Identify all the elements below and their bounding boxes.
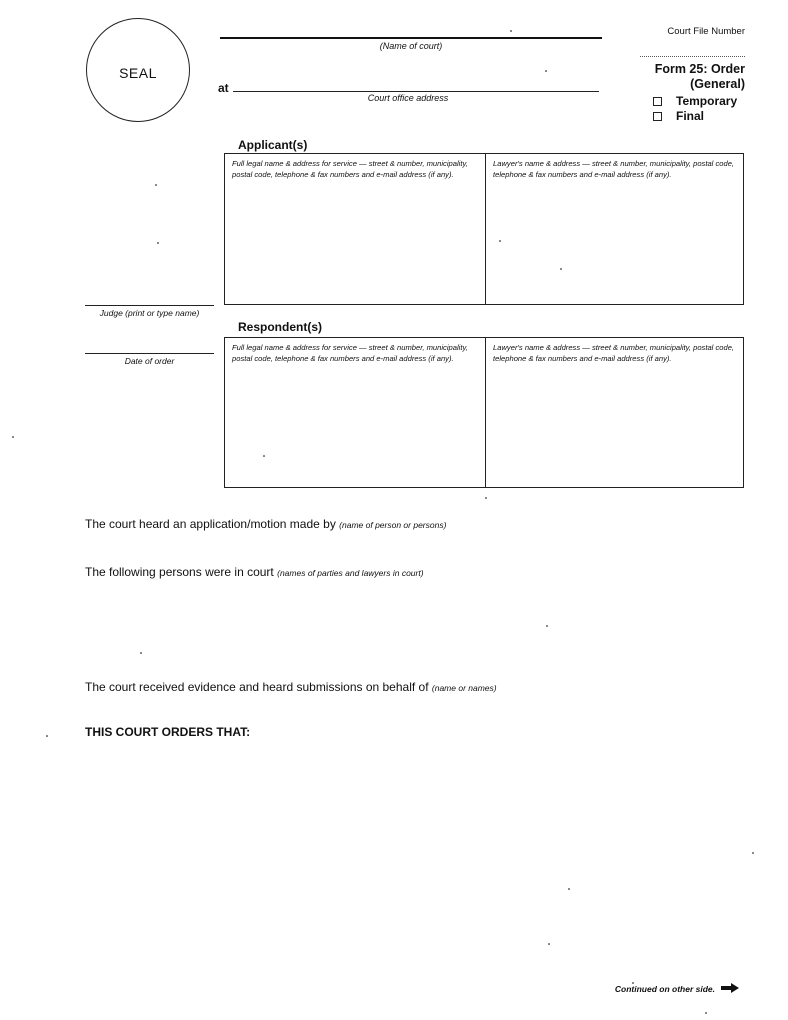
applicants-box: [224, 153, 744, 305]
scan-speck: [140, 652, 142, 654]
scan-speck: [485, 497, 487, 499]
heard-application-line: [85, 517, 446, 531]
scan-speck: [12, 436, 14, 438]
scan-speck: [263, 455, 265, 457]
applicant-address-field[interactable]: [225, 154, 486, 304]
applicants-title: Applicant(s): [238, 138, 308, 152]
respondents-title: Respondent(s): [238, 320, 322, 334]
court-file-number-line[interactable]: [640, 56, 745, 57]
scan-speck: [499, 240, 501, 242]
form-title: [590, 62, 745, 92]
scan-speck: [545, 70, 547, 72]
judge-name-caption: Judge (print or type name): [99, 308, 200, 318]
right-arrow-icon: [720, 982, 740, 994]
scan-speck: [568, 888, 570, 890]
evidence-text: The court received evidence and heard submissions on behalf of: [85, 680, 429, 694]
court-file-number-label: Court File Number: [667, 26, 745, 37]
form-title-line1: Form 25: Order: [654, 62, 745, 76]
temporary-label: Temporary: [676, 94, 738, 108]
at-label: at: [218, 81, 229, 95]
respondents-box: [224, 337, 744, 488]
scan-speck: [157, 242, 159, 244]
evidence-hint: (name or names): [431, 683, 497, 693]
applicant-lawyer-caption: Lawyer's name & address — street & number, municipality, postal code, telephone & fax numbers and e-mail address (if any).: [493, 159, 735, 179]
court-office-address-line[interactable]: [233, 91, 599, 92]
heard-application-text: The court heard an application/motion made by: [85, 517, 336, 531]
date-of-order-line[interactable]: [85, 353, 214, 354]
court-office-address-caption: Court office address: [367, 93, 449, 103]
scan-speck: [548, 943, 550, 945]
court-name-caption: (Name of court): [379, 41, 443, 51]
scan-speck: [46, 735, 48, 737]
heard-application-hint: (name of person or persons): [339, 520, 447, 530]
scan-speck: [705, 1012, 707, 1014]
evidence-line: [85, 680, 497, 694]
scan-speck: [560, 268, 562, 270]
temporary-option[interactable]: [653, 94, 737, 108]
final-option[interactable]: [653, 109, 704, 123]
seal-label: SEAL: [119, 65, 157, 81]
final-checkbox[interactable]: [653, 112, 662, 121]
respondent-address-caption: Full legal name & address for service — street & number, municipality, postal code, telephone & fax numbers and e-mail address (if any).: [232, 343, 468, 363]
judge-name-line[interactable]: [85, 305, 214, 306]
court-orders-heading: THIS COURT ORDERS THAT:: [85, 725, 251, 739]
continued-note: Continued on other side.: [614, 984, 715, 994]
persons-present-text: The following persons were in court: [85, 565, 274, 579]
scan-speck: [546, 625, 548, 627]
scan-speck: [510, 30, 512, 32]
applicant-address-caption: Full legal name & address for service — street & number, municipality, postal code, telephone & fax numbers and e-mail address (if any).: [232, 159, 468, 179]
scan-speck: [632, 982, 634, 984]
scan-speck: [752, 852, 754, 854]
final-label: Final: [676, 109, 705, 123]
respondent-lawyer-caption: Lawyer's name & address — street & number, municipality, postal code, telephone & fax numbers and e-mail address (if any).: [493, 343, 735, 363]
temporary-checkbox[interactable]: [653, 97, 662, 106]
seal-circle: [86, 18, 190, 122]
scan-speck: [155, 184, 157, 186]
date-of-order-caption: Date of order: [124, 356, 175, 366]
respondent-address-field[interactable]: [225, 338, 486, 487]
respondent-lawyer-field[interactable]: [486, 338, 743, 487]
persons-present-hint: (names of parties and lawyers in court): [277, 568, 424, 578]
court-name-line[interactable]: [220, 37, 602, 39]
form-title-line2: (General): [690, 77, 745, 91]
persons-present-line: [85, 565, 424, 579]
applicant-lawyer-field[interactable]: [486, 154, 743, 304]
